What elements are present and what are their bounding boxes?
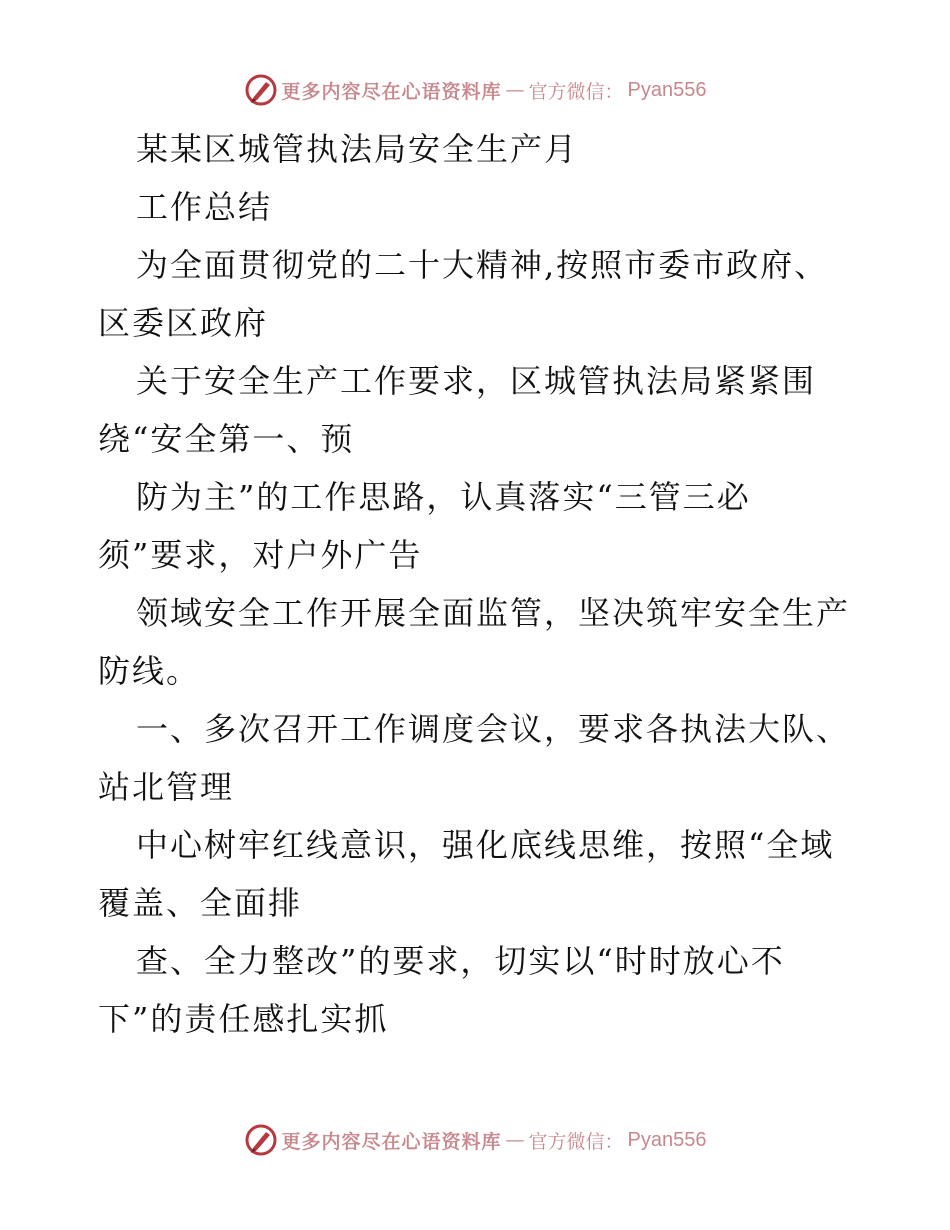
paragraph-line: 下”的责任感扎实抓 (98, 1000, 389, 1038)
pen-logo-icon (244, 1123, 278, 1157)
watermark-text: 更多内容尽在心语资料库 (281, 1130, 502, 1153)
paragraph-line: 中心树牢红线意识，强化底线思维，按照“全域 (136, 826, 835, 864)
paragraph-line: 为全面贯彻党的二十大精神,按照市委市政府、 (136, 246, 829, 284)
watermark-wechat-label: 官方微信： (528, 80, 624, 103)
paragraph-line: 须”要求，对户外广告 (98, 536, 423, 574)
footer-watermark (0, 1120, 950, 1160)
paragraph-line: 覆盖、全面排 (98, 884, 303, 922)
pen-logo-icon (244, 73, 278, 107)
paragraph-line: 防为主”的工作思路，认真落实“三管三必 (136, 478, 751, 516)
doc-title-line-1: 某某区城管执法局安全生产月 (136, 130, 579, 168)
paragraph-line: 绕“安全第一、预 (98, 420, 355, 458)
watermark-dash: — (505, 79, 525, 101)
paragraph-line: 站北管理 (98, 768, 235, 806)
watermark-wechat-label: 官方微信： (528, 1130, 624, 1153)
paragraph-line: 防线。 (98, 652, 201, 690)
watermark-text: 更多内容尽在心语资料库 (281, 80, 502, 103)
watermark-dash: — (505, 1129, 525, 1151)
paragraph-line: 关于安全生产工作要求，区城管执法局紧紧围 (136, 362, 817, 400)
document-body (98, 120, 868, 1048)
watermark-wechat-id: Pyan556 (627, 78, 707, 101)
paragraph-line: 一、多次召开工作调度会议，要求各执法大队、 (136, 710, 851, 748)
paragraph-line: 查、全力整改”的要求，切实以“时时放心不 (136, 942, 785, 980)
doc-title-line-2: 工作总结 (136, 188, 273, 226)
header-watermark (0, 70, 950, 110)
paragraph-line: 区委区政府 (98, 304, 269, 342)
paragraph-line: 领域安全工作开展全面监管，坚决筑牢安全生产 (136, 594, 851, 632)
watermark-wechat-id: Pyan556 (627, 1128, 707, 1151)
